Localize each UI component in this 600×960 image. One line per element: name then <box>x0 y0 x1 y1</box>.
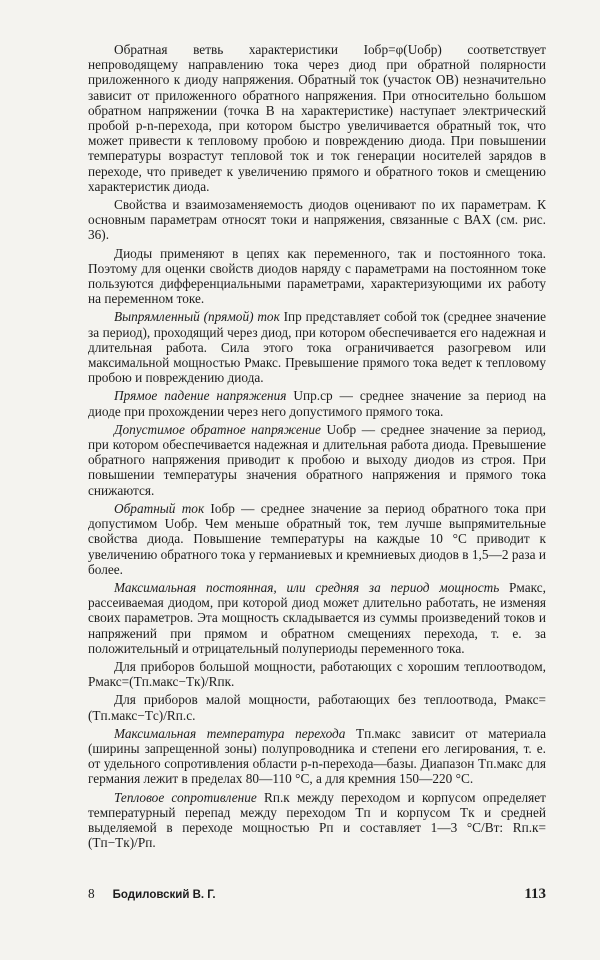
paragraph-text: Rп.к между переходом и корпусом определяет температурный перепад между переходом Tп и корпусом Tк и средней выделяемой в переходе мощностью Pп и составляет 1—3 °С/Вт: Rп.к=(Tп−Tк)/Pп. <box>88 789 546 851</box>
author-name: Бодиловский В. Г. <box>112 889 216 901</box>
paragraph-text: Iпр представляет собой ток (среднее значение за период), проходящий через диод, при котором обеспечивается его надежная и длительная работа. Сила этого тока ограничивается разогревом или максимальной мощностью Pмакс. Превышение прямого тока ведет к тепловому пробою и повреждению диода. <box>88 309 546 386</box>
body-text <box>88 42 546 850</box>
paragraph-text: Диоды применяют в цепях как переменного, так и постоянного тока. Поэтому для оценки свойств диодов наряду с параметрами на постоянном токе пользуются дифференциальными параметрами, характеризующими их работу на переменном токе. <box>88 245 546 307</box>
paragraph-text: Uобр — среднее значение за период, при котором обеспечивается надежная и длительная работа диода. Превышение обратного напряжения приводит к пробою и выходу диодов из строя. При повышении температуры значения обратного напряжения и прямого тока снижаются. <box>88 421 546 498</box>
term: Обратный ток <box>114 500 205 516</box>
paragraph <box>88 692 546 722</box>
paragraph-text: Для приборов малой мощности, работающих без теплоотвода, Pмакс=(Tп.макс−Tс)/Rп.с. <box>88 692 546 723</box>
paragraph <box>88 580 546 656</box>
paragraph <box>88 246 546 307</box>
paragraph <box>88 790 546 851</box>
paragraph <box>88 501 546 577</box>
paragraph-text: Свойства и взаимозаменяемость диодов оценивают по их параметрам. К основным параметрам относят токи и напряжения, связанные с ВАХ (см. рис. 36). <box>88 197 546 243</box>
paragraph-text: Pмакс, рассеиваемая диодом, при которой диод может длительно работать, не изменяя своих параметров. Эта мощность складывается из суммы произведений токов и напряжений при прямом и обратном смещениях перехода, т. е. за положительный и отрицательный полупериоды переменного тока. <box>88 579 546 656</box>
paragraph <box>88 726 546 787</box>
paragraph-text: Uпр.ср — среднее значение за период на диоде при прохождении через него допустимого прямого тока. <box>88 388 547 419</box>
page-footer <box>88 886 546 903</box>
paragraph <box>88 197 546 243</box>
signature-mark: 8 <box>88 886 95 901</box>
term: Допустимое обратное напряжение <box>114 421 321 437</box>
paragraph-text: Обратная ветвь характеристики Iобр=φ(Uобр) соответствует непроводящему направлению тока через диод при обратной полярности приложенного к диоду напряжения. Обратный ток (участок OB) незначительно зависит от приложенного обратного напряжения. При относительно большом обратном напряжении (точка B на характеристике) наступает электрический пробой p-n-перехода, при котором быстро увеличивается обратный ток, что может привести к тепловому пробою и повреждению диода. При повышении температуры возрастут тепловой ток и ток генерации носителей зарядов в переходе, что приведет к увеличению прямого и обратного токов и смещению характеристик диода. <box>88 42 546 194</box>
page-number: 113 <box>524 886 546 902</box>
paragraph-text: Для приборов большой мощности, работающих с хорошим теплоотводом, Pмакс=(Tп.макс−Tк)/Rпк. <box>88 658 546 690</box>
paragraph <box>88 309 546 385</box>
paragraph <box>88 659 546 689</box>
term: Выпрямленный (прямой) ток <box>114 309 280 325</box>
paragraph <box>88 42 546 194</box>
term: Прямое падение напряжения <box>114 388 287 404</box>
term: Тепловое сопротивление <box>114 789 257 805</box>
paragraph-text: Iобр — среднее значение за период обратного тока при допустимом Uобр. Чем меньше обратный ток, тем лучше выпрямительные свойства диода. Повышение температуры на каждые 10 °С приводит к увеличению обратного тока у германиевых и кремниевых диодов в 1,5—2 раза и более. <box>88 500 546 577</box>
paragraph <box>88 388 546 418</box>
paragraph <box>88 422 546 498</box>
term: Максимальная температура перехода <box>114 725 346 741</box>
term: Максимальная постоянная, или средняя за период мощность <box>114 579 500 595</box>
paragraph-text: Tп.макс зависит от материала (ширины запрещенной зоны) полупроводника и степени его легирования, т. е. от удельного сопротивления области p-n-перехода—базы. Диапазон Tп.макс для германия лежит в пределах 80—110 °С, а для кремния 150—220 °С. <box>88 725 546 787</box>
